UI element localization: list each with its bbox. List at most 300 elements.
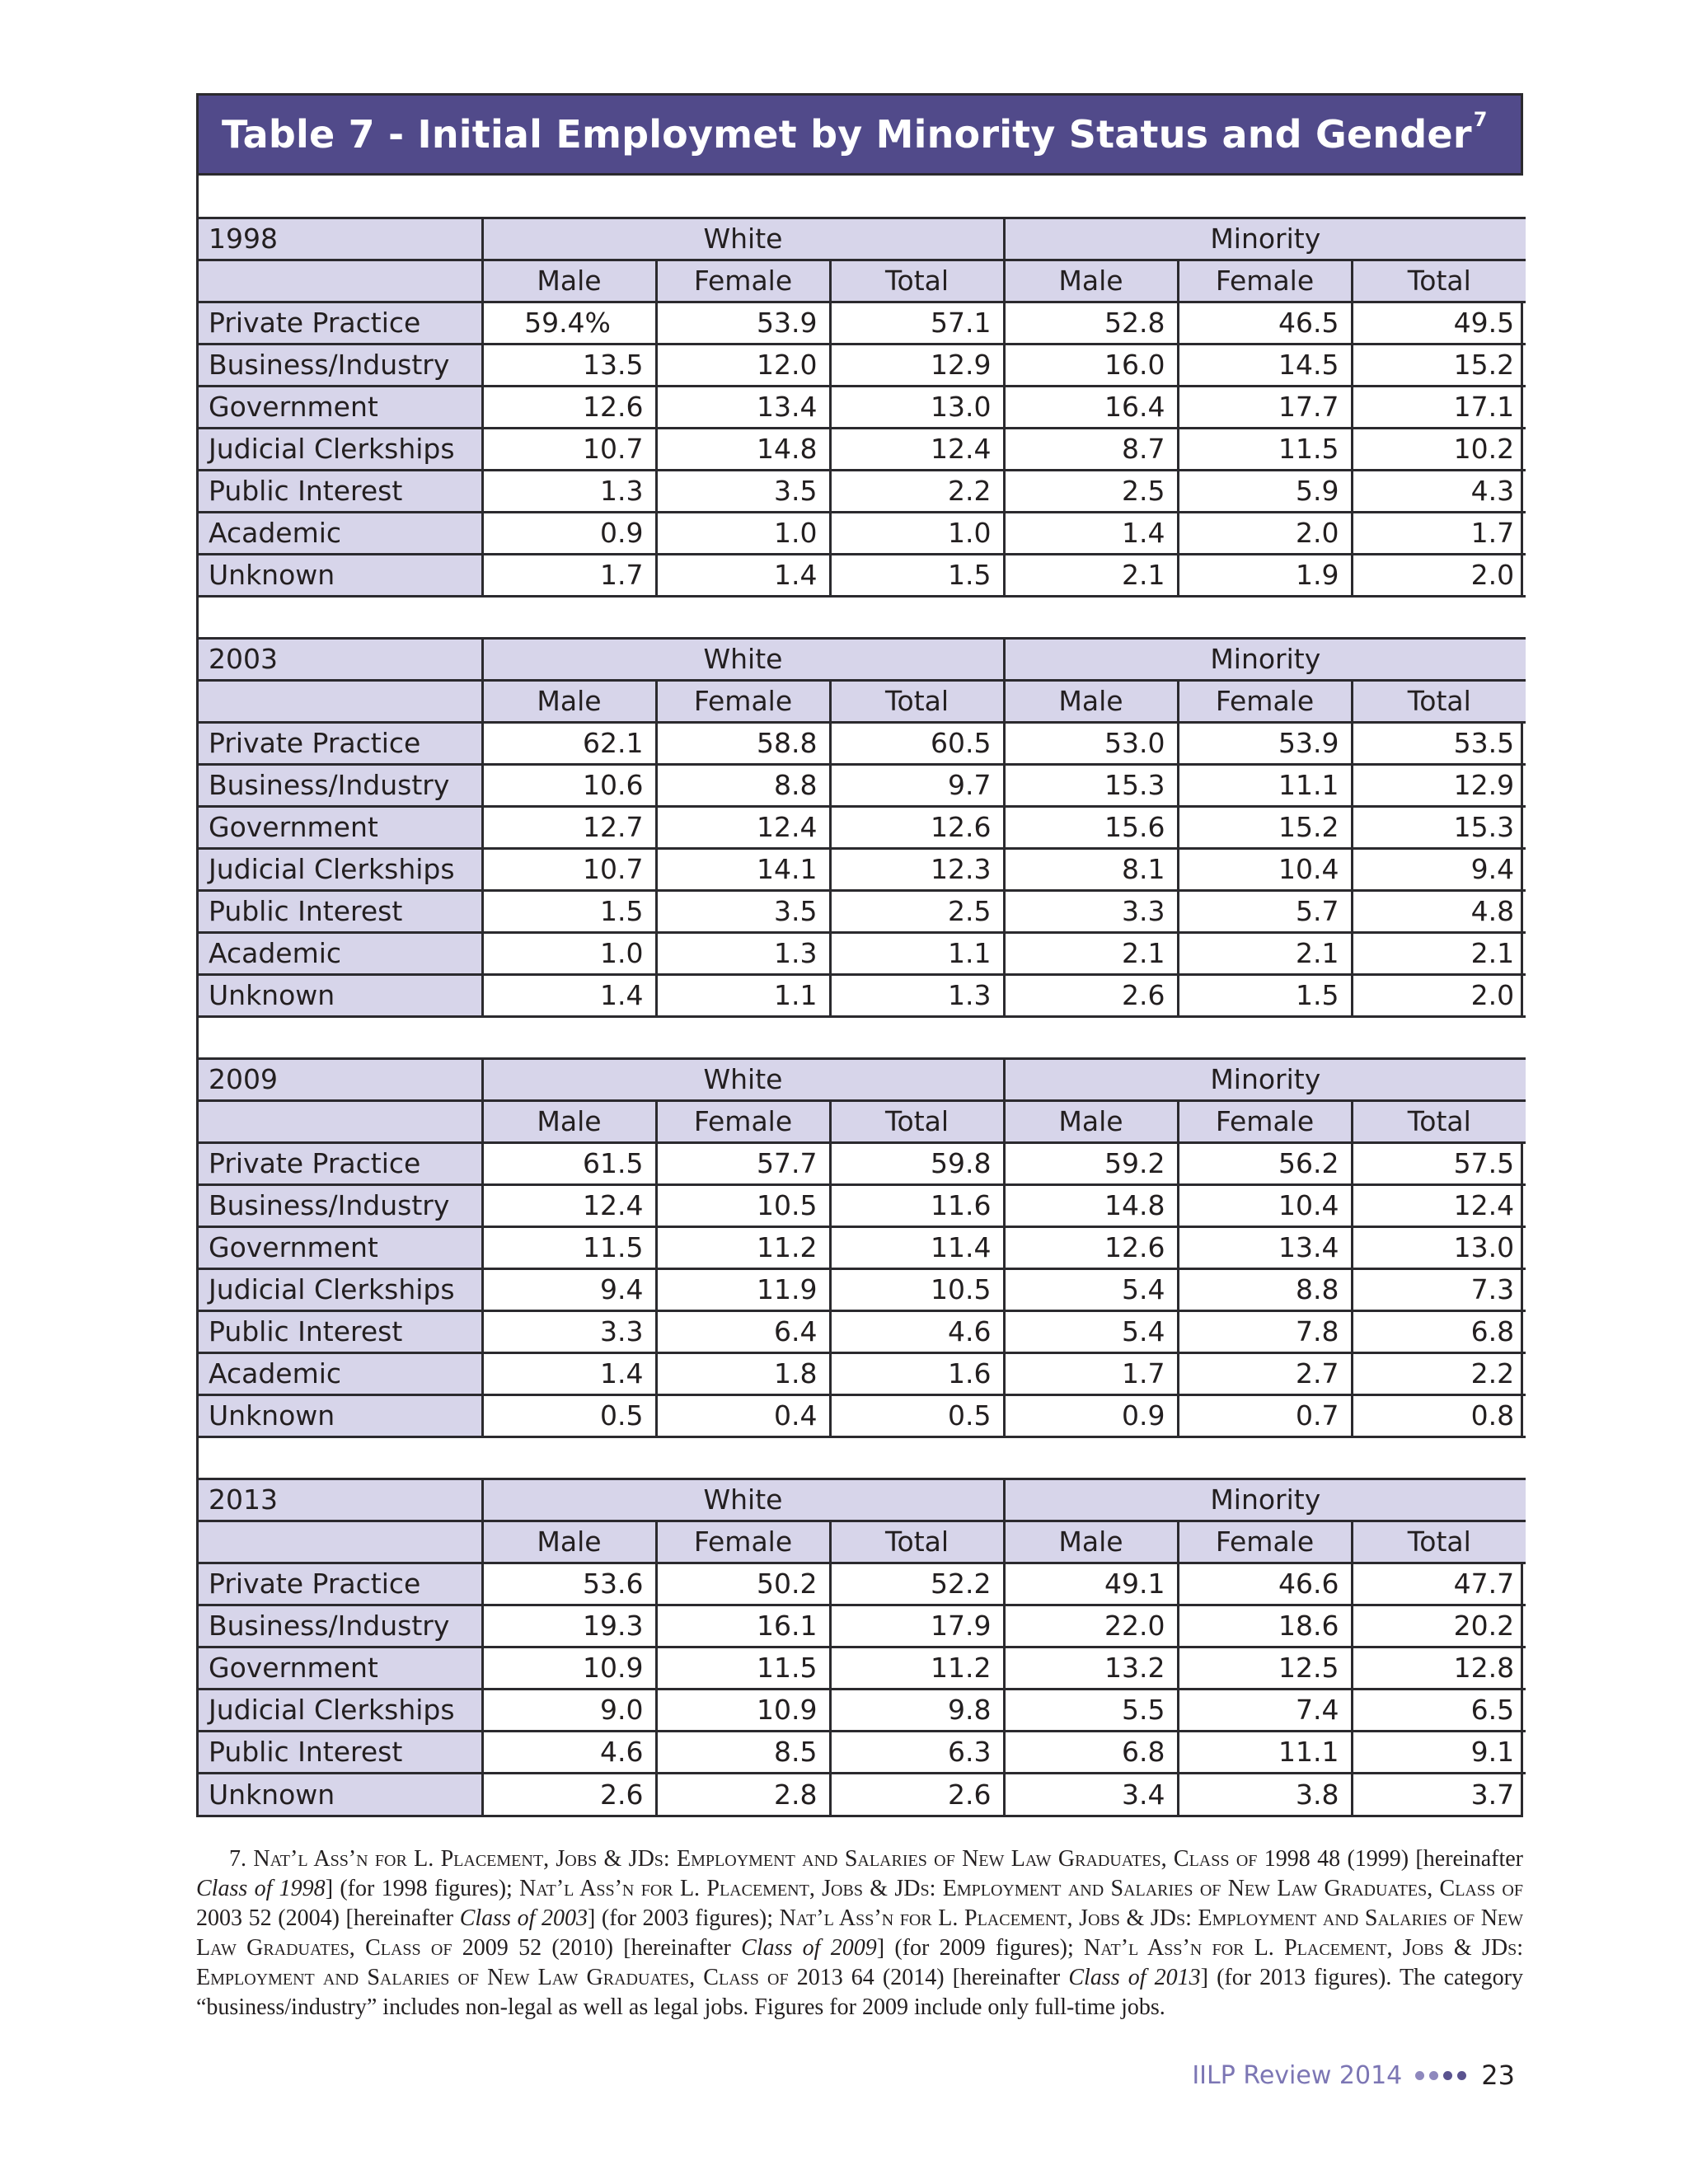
subheader-row [199,1521,1526,1563]
table-row [199,1689,1526,1731]
value-cell: 52.2 [830,1563,1004,1605]
page-footer [1192,2059,1515,2092]
value-cell: 11.6 [830,1184,1004,1226]
page-number: 23 [1481,2060,1515,2091]
value-cell: 8.1 [1004,848,1178,890]
value-cell: 2.1 [1004,932,1178,974]
spacer-row [199,596,1526,638]
value-cell: 1.4 [656,554,830,596]
group-header-row [199,1058,1526,1100]
row-label: Unknown [199,554,482,596]
value-cell: 4.3 [1352,470,1526,512]
section-year: 1998 [199,218,482,260]
value-cell: 22.0 [1004,1605,1178,1647]
table-row [199,554,1526,596]
table-row [199,1563,1526,1605]
section-year: 2003 [199,638,482,680]
value-cell: 9.7 [830,764,1004,806]
value-cell: 1.5 [482,890,656,932]
row-label: Private Practice [199,1563,482,1605]
value-cell: 1.3 [830,974,1004,1016]
value-cell: 50.2 [656,1563,830,1605]
column-header: Total [1352,1521,1526,1563]
decorative-dots [1415,2071,1466,2080]
column-header: Female [656,680,830,722]
value-cell: 1.8 [656,1352,830,1394]
value-cell: 6.8 [1004,1731,1178,1773]
footnote-segment: ] (for 2013 figures). The category “business/industry” includes non-legal as well as legal jobs. Figures for 2009 include only full-time jobs. [196,1965,1524,2020]
spacer-cell [199,1016,1526,1058]
value-cell: 1.4 [482,1352,656,1394]
value-cell: 17.1 [1352,386,1526,428]
value-cell: 13.0 [1352,1226,1526,1268]
dot-icon [1415,2071,1424,2080]
value-cell: 2.5 [830,890,1004,932]
value-cell: 2.1 [1352,932,1526,974]
table-row [199,1268,1526,1310]
value-cell: 7.4 [1178,1689,1352,1731]
column-header: Female [1178,1100,1352,1142]
value-cell: 12.6 [482,386,656,428]
group-label-minority: Minority [1004,638,1526,680]
value-cell: 49.1 [1004,1563,1178,1605]
value-cell: 2.6 [482,1773,656,1815]
value-cell: 12.6 [830,806,1004,848]
value-cell: 17.7 [1178,386,1352,428]
value-cell: 13.4 [1178,1226,1352,1268]
value-cell: 11.1 [1178,764,1352,806]
value-cell: 11.9 [656,1268,830,1310]
value-cell: 5.5 [1004,1689,1178,1731]
column-header: Total [1352,1100,1526,1142]
value-cell: 9.4 [482,1268,656,1310]
value-cell: 2.0 [1352,554,1526,596]
value-cell: 6.3 [830,1731,1004,1773]
column-header: Male [1004,1100,1178,1142]
section-year: 2009 [199,1058,482,1100]
value-cell: 53.5 [1352,722,1526,764]
value-cell: 1.4 [1004,512,1178,554]
value-cell: 11.4 [830,1226,1004,1268]
value-cell: 2.2 [830,470,1004,512]
row-label: Academic [199,1352,482,1394]
row-label: Private Practice [199,302,482,344]
row-label: Private Practice [199,1142,482,1184]
value-cell: 13.0 [830,386,1004,428]
column-header: Male [482,1100,656,1142]
value-cell: 59.8 [830,1142,1004,1184]
row-label: Public Interest [199,470,482,512]
value-cell: 16.0 [1004,344,1178,386]
value-cell: 62.1 [482,722,656,764]
value-cell: 15.3 [1004,764,1178,806]
table-row [199,1142,1526,1184]
column-header: Female [1178,680,1352,722]
table-row [199,1352,1526,1394]
table-row [199,1310,1526,1352]
value-cell: 15.2 [1178,806,1352,848]
column-header: Female [656,1521,830,1563]
value-cell: 7.8 [1178,1310,1352,1352]
table-row [199,848,1526,890]
dot-icon [1443,2071,1452,2080]
column-header: Male [1004,1521,1178,1563]
value-cell: 10.7 [482,848,656,890]
value-cell: 13.2 [1004,1647,1178,1689]
value-cell: 0.5 [830,1394,1004,1436]
spacer-row [199,1016,1526,1058]
column-header: Male [1004,260,1178,302]
value-cell: 12.7 [482,806,656,848]
value-cell: 18.6 [1178,1605,1352,1647]
value-cell: 6.5 [1352,1689,1526,1731]
value-cell: 10.9 [656,1689,830,1731]
value-cell: 2.0 [1352,974,1526,1016]
value-cell: 3.4 [1004,1773,1178,1815]
footnote-segment: ] (for 2009 figures); [876,1935,1085,1961]
publication-name: IILP Review 2014 [1192,2060,1403,2090]
value-cell: 7.3 [1352,1268,1526,1310]
value-cell: 57.1 [830,302,1004,344]
table-row [199,512,1526,554]
value-cell: 57.5 [1352,1142,1526,1184]
value-cell: 0.9 [482,512,656,554]
value-cell: 6.8 [1352,1310,1526,1352]
value-cell: 10.9 [482,1647,656,1689]
value-cell: 56.2 [1178,1142,1352,1184]
value-cell: 0.4 [656,1394,830,1436]
title-footnote-marker: 7 [1473,108,1488,131]
value-cell: 59.2 [1004,1142,1178,1184]
subheader-row [199,680,1526,722]
value-cell: 2.1 [1004,554,1178,596]
value-cell: 1.9 [1178,554,1352,596]
group-label-white: White [482,1479,1004,1521]
footnote-segment: Nat’l Ass’n for L. Placement, Jobs & JDs: Employment and Salaries of New Law Graduates, Class of [519,1876,1523,1901]
value-cell: 11.5 [482,1226,656,1268]
footnote-segment: Class of 2009 [741,1935,877,1961]
value-cell: 0.9 [1004,1394,1178,1436]
value-cell: 17.9 [830,1605,1004,1647]
table-row [199,932,1526,974]
spacer-cell [199,596,1526,638]
value-cell: 9.8 [830,1689,1004,1731]
spacer-cell [199,176,1526,218]
value-cell: 12.4 [1352,1184,1526,1226]
group-label-minority: Minority [1004,1479,1526,1521]
group-label-white: White [482,218,1004,260]
value-cell: 49.5 [1352,302,1526,344]
column-header: Female [1178,1521,1352,1563]
row-label: Academic [199,512,482,554]
value-cell: 20.2 [1352,1605,1526,1647]
value-cell: 10.7 [482,428,656,470]
subheader-blank [199,1100,482,1142]
row-label: Judicial Clerkships [199,1268,482,1310]
value-cell: 9.0 [482,1689,656,1731]
subheader-row [199,1100,1526,1142]
value-cell: 1.4 [482,974,656,1016]
value-cell: 13.4 [656,386,830,428]
value-cell: 58.8 [656,722,830,764]
column-header: Female [656,260,830,302]
value-cell: 10.6 [482,764,656,806]
footnote-segment: Class of 2003 [459,1905,588,1931]
table-title: Table 7 - Initial Employmet by Minority Status and Gender [222,112,1472,157]
value-cell: 53.0 [1004,722,1178,764]
value-cell: 8.8 [656,764,830,806]
table-row [199,722,1526,764]
value-cell: 3.8 [1178,1773,1352,1815]
table-row [199,1394,1526,1436]
value-cell: 2.5 [1004,470,1178,512]
value-cell: 1.7 [1352,512,1526,554]
table-row [199,470,1526,512]
value-cell: 5.4 [1004,1268,1178,1310]
value-cell: 4.6 [830,1310,1004,1352]
footnote-segment: Nat’l Ass’n for L. Placement, Jobs & JDs: Employment and Salaries of New Law Graduates, Class of [196,1935,1523,1990]
value-cell: 10.4 [1178,1184,1352,1226]
value-cell: 0.8 [1352,1394,1526,1436]
row-label: Business/Industry [199,764,482,806]
footnote-segment: Nat’l Ass’n for L. Placement, Jobs & JDs: Employment and Salaries of New Law Graduates, Class of [196,1905,1524,1961]
table-row [199,1773,1526,1815]
section-year: 2013 [199,1479,482,1521]
row-label: Government [199,1647,482,1689]
column-header: Total [830,1100,1004,1142]
group-header-row [199,218,1526,260]
table-row [199,1647,1526,1689]
footnote-segment: Class of 2013 [1068,1965,1201,1990]
employment-table [196,93,1523,1817]
group-label-white: White [482,638,1004,680]
value-cell: 2.6 [1004,974,1178,1016]
value-cell: 13.5 [482,344,656,386]
footnote-segment: 2013 64 (2014) [hereinafter [788,1965,1069,1990]
table-row [199,386,1526,428]
value-cell: 52.8 [1004,302,1178,344]
column-header: Total [830,1521,1004,1563]
row-label: Judicial Clerkships [199,428,482,470]
value-cell: 11.5 [656,1647,830,1689]
value-cell: 12.3 [830,848,1004,890]
table-row [199,974,1526,1016]
table-row [199,764,1526,806]
footnote-text [196,1846,1523,2020]
value-cell: 1.6 [830,1352,1004,1394]
value-cell: 14.1 [656,848,830,890]
value-cell: 10.4 [1178,848,1352,890]
column-header: Male [482,680,656,722]
value-cell: 9.1 [1352,1731,1526,1773]
value-cell: 5.4 [1004,1310,1178,1352]
value-cell: 11.2 [656,1226,830,1268]
value-cell: 3.3 [1004,890,1178,932]
value-cell: 8.7 [1004,428,1178,470]
row-label: Judicial Clerkships [199,848,482,890]
value-cell: 57.7 [656,1142,830,1184]
data-grid [199,176,1526,1815]
row-label: Public Interest [199,1731,482,1773]
table-row [199,1184,1526,1226]
footnote-segment: 2003 52 (2004) [hereinafter [196,1905,460,1931]
footnote-segment: ] (for 1998 figures); [325,1876,520,1901]
value-cell: 14.8 [656,428,830,470]
value-cell: 47.7 [1352,1563,1526,1605]
value-cell: 15.2 [1352,344,1526,386]
row-label: Business/Industry [199,1605,482,1647]
row-label: Government [199,386,482,428]
value-cell: 1.0 [830,512,1004,554]
spacer-row [199,1436,1526,1479]
group-label-white: White [482,1058,1004,1100]
value-cell: 1.5 [1178,974,1352,1016]
footnote-segment: ] (for 2003 figures); [587,1905,780,1931]
row-label: Private Practice [199,722,482,764]
value-cell: 1.0 [482,932,656,974]
value-cell: 1.3 [656,932,830,974]
column-header: Male [482,1521,656,1563]
value-cell: 14.8 [1004,1184,1178,1226]
value-cell: 53.6 [482,1563,656,1605]
value-cell: 11.5 [1178,428,1352,470]
value-cell: 16.4 [1004,386,1178,428]
footnote-number: 7. [229,1846,246,1872]
subheader-blank [199,1521,482,1563]
row-label: Academic [199,932,482,974]
row-label: Government [199,1226,482,1268]
value-cell: 14.5 [1178,344,1352,386]
value-cell: 0.7 [1178,1394,1352,1436]
column-header: Female [656,1100,830,1142]
value-cell: 1.1 [830,932,1004,974]
value-cell: 11.1 [1178,1731,1352,1773]
value-cell: 1.1 [656,974,830,1016]
value-cell: 10.5 [830,1268,1004,1310]
row-label: Business/Industry [199,344,482,386]
value-cell: 12.4 [656,806,830,848]
row-label: Public Interest [199,1310,482,1352]
value-cell: 4.6 [482,1731,656,1773]
footnote-segment: Class of 1998 [196,1876,326,1901]
value-cell: 11.2 [830,1647,1004,1689]
value-cell: 2.1 [1178,932,1352,974]
value-cell: 16.1 [656,1605,830,1647]
column-header: Total [1352,260,1526,302]
table-row [199,1731,1526,1773]
spacer-row [199,176,1526,218]
value-cell: 1.7 [482,554,656,596]
group-header-row [199,1479,1526,1521]
subheader-blank [199,680,482,722]
value-cell: 2.2 [1352,1352,1526,1394]
value-cell: 2.7 [1178,1352,1352,1394]
value-cell: 12.6 [1004,1226,1178,1268]
value-cell: 9.4 [1352,848,1526,890]
subheader-blank [199,260,482,302]
value-cell: 1.0 [656,512,830,554]
table-row [199,1226,1526,1268]
row-label: Unknown [199,1394,482,1436]
value-cell: 3.3 [482,1310,656,1352]
row-label: Business/Industry [199,1184,482,1226]
value-cell: 3.7 [1352,1773,1526,1815]
table-title-bar [199,96,1521,176]
value-cell: 3.5 [656,470,830,512]
value-cell: 53.9 [1178,722,1352,764]
value-cell: 2.0 [1178,512,1352,554]
row-label: Public Interest [199,890,482,932]
column-header: Male [482,260,656,302]
row-label: Unknown [199,1773,482,1815]
footnote-segment: Nat’l Ass’n for L. Placement, Jobs & JDs: Employment and Salaries of New Law Graduates, Class of [253,1846,1258,1872]
value-cell: 12.8 [1352,1647,1526,1689]
value-cell: 1.7 [1004,1352,1178,1394]
dot-icon [1429,2071,1438,2080]
value-cell: 8.5 [656,1731,830,1773]
footnote [196,1844,1523,2022]
value-cell: 8.8 [1178,1268,1352,1310]
footnote-segment: 1998 48 (1999) [hereinafter [1257,1846,1524,1872]
subheader-row [199,260,1526,302]
table-row [199,428,1526,470]
value-cell: 12.4 [830,428,1004,470]
group-header-row [199,638,1526,680]
value-cell: 1.5 [830,554,1004,596]
value-cell: 5.7 [1178,890,1352,932]
value-cell: 3.5 [656,890,830,932]
column-header: Total [830,680,1004,722]
value-cell: 19.3 [482,1605,656,1647]
table-row [199,1605,1526,1647]
value-cell: 1.3 [482,470,656,512]
column-header: Total [1352,680,1526,722]
value-cell: 12.9 [1352,764,1526,806]
dot-icon [1457,2071,1466,2080]
column-header: Male [1004,680,1178,722]
value-cell: 10.5 [656,1184,830,1226]
value-cell: 59.4% [482,302,656,344]
group-label-minority: Minority [1004,1058,1526,1100]
value-cell: 46.5 [1178,302,1352,344]
value-cell: 2.6 [830,1773,1004,1815]
value-cell: 12.0 [656,344,830,386]
column-header: Female [1178,260,1352,302]
table-row [199,302,1526,344]
value-cell: 46.6 [1178,1563,1352,1605]
value-cell: 6.4 [656,1310,830,1352]
value-cell: 61.5 [482,1142,656,1184]
value-cell: 15.6 [1004,806,1178,848]
spacer-cell [199,1436,1526,1479]
value-cell: 12.5 [1178,1647,1352,1689]
row-label: Judicial Clerkships [199,1689,482,1731]
value-cell: 5.9 [1178,470,1352,512]
value-cell: 12.4 [482,1184,656,1226]
value-cell: 15.3 [1352,806,1526,848]
table-row [199,344,1526,386]
value-cell: 4.8 [1352,890,1526,932]
value-cell: 53.9 [656,302,830,344]
value-cell: 10.2 [1352,428,1526,470]
column-header: Total [830,260,1004,302]
row-label: Government [199,806,482,848]
row-label: Unknown [199,974,482,1016]
table-row [199,890,1526,932]
value-cell: 0.5 [482,1394,656,1436]
group-label-minority: Minority [1004,218,1526,260]
table-row [199,806,1526,848]
